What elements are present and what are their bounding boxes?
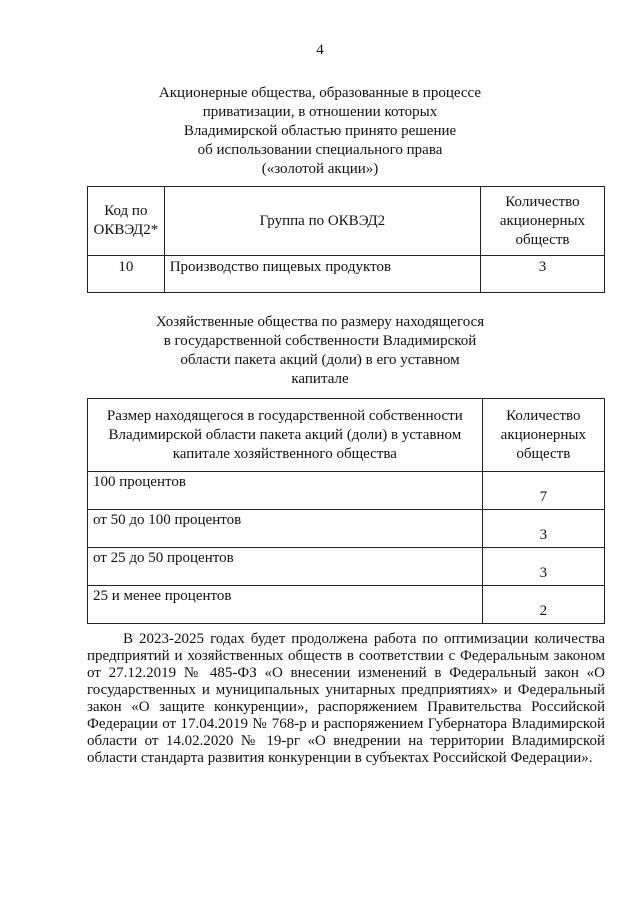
header-company-count: Количество акционерных обществ bbox=[482, 399, 604, 472]
cell-company-count: 3 bbox=[482, 510, 604, 548]
section1-title-line: приватизации, в отношении которых bbox=[202, 104, 438, 120]
cell-okved-group: Производство пищевых продуктов bbox=[164, 256, 480, 293]
table-row bbox=[88, 586, 605, 624]
header-okved-code: Код по ОКВЭД2* bbox=[88, 187, 165, 256]
header-okved-group: Группа по ОКВЭД2 bbox=[164, 187, 480, 256]
section1-title-line: («золотой акции») bbox=[261, 161, 379, 177]
cell-share-size: от 25 до 50 процентов bbox=[88, 548, 483, 586]
share-size-table bbox=[87, 398, 605, 624]
section2-title-line: капитале bbox=[291, 371, 349, 387]
header-share-size: Размер находящегося в государственной собственности Владимирской области пакета акций (доли) в уставном капитале хозяйственного общества bbox=[88, 399, 483, 472]
cell-company-count: 3 bbox=[480, 256, 604, 293]
body-paragraph: В 2023-2025 годах будет продолжена работа по оптимизации количества предприятий и хозяйственных обществ в соответствии с Федеральным законом от 27.12.2019 № 485-ФЗ «О внесении изменений в Федеральный закон «О государственных и муниципальных унитарных предприятиях» и Федеральный закон «О защите конкуренции», распоряжением Правительства Российской Федерации от 17.04.2019 № 768-р и распоряжением Губернатора Владимирской области от 14.02.2020 № 19-рг «О внедрении на территории Владимирской области стандарта развития конкуренции в субъектах Российской Федерации». bbox=[87, 631, 605, 766]
cell-company-count: 3 bbox=[482, 548, 604, 586]
page-number: 4 bbox=[316, 42, 324, 58]
header-company-count: Количество акционерных обществ bbox=[480, 187, 604, 256]
section2-title-line: области пакета акций (доли) в его уставном bbox=[180, 352, 460, 368]
cell-company-count: 7 bbox=[482, 472, 604, 510]
golden-share-table bbox=[87, 186, 605, 293]
cell-okved-code: 10 bbox=[88, 256, 165, 293]
table-row bbox=[88, 548, 605, 586]
table-header-row bbox=[88, 187, 605, 256]
section2-title bbox=[0, 313, 640, 389]
table-header-row bbox=[88, 399, 605, 472]
cell-share-size: 100 процентов bbox=[88, 472, 483, 510]
section1-title-line: Акционерные общества, образованные в процессе bbox=[158, 85, 482, 101]
table-row bbox=[88, 256, 605, 293]
section1-title-line: об использовании специального права bbox=[197, 142, 443, 158]
section2-title-line: в государственной собственности Владимирской bbox=[163, 333, 477, 349]
cell-company-count: 2 bbox=[482, 586, 604, 624]
table-row bbox=[88, 472, 605, 510]
table-row bbox=[88, 510, 605, 548]
section1-title-line: Владимирской областью принято решение bbox=[183, 123, 457, 139]
section1-title bbox=[0, 84, 640, 179]
cell-share-size: 25 и менее процентов bbox=[88, 586, 483, 624]
section2-title-line: Хозяйственные общества по размеру находящегося bbox=[155, 314, 485, 330]
cell-share-size: от 50 до 100 процентов bbox=[88, 510, 483, 548]
